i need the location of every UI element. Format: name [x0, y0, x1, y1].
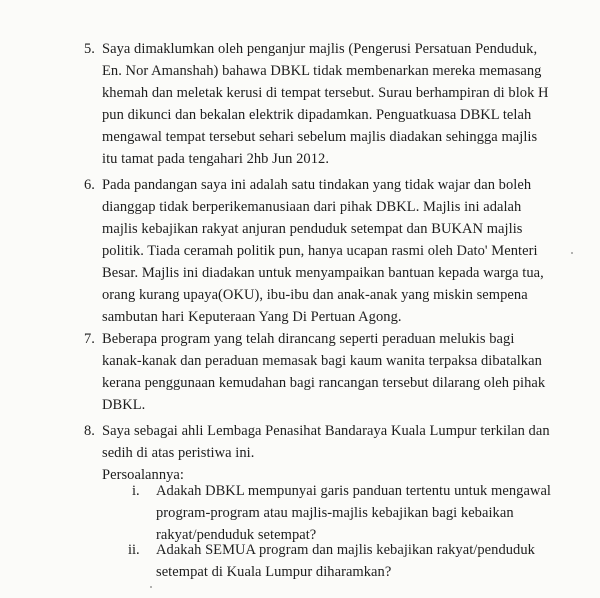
paragraph-line: DBKL. — [102, 397, 146, 413]
paragraph-line: Saya sebagai ahli Lembaga Penasihat Bandaraya Kuala Lumpur terkilan dan — [102, 423, 550, 439]
question-numeral: ii. — [128, 542, 140, 558]
paragraph-line: khemah dan meletak kerusi di tempat tersebut. Surau berhampiran di blok H — [102, 85, 549, 101]
question-line: program-program atau majlis-majlis kebajikan bagi kebaikan — [156, 505, 514, 521]
paragraph-line: itu tamat pada tengahari 2hb Jun 2012. — [102, 151, 329, 167]
paragraph-line: kanak-kanak dan peraduan memasak bagi kaum wanita terpaksa dibatalkan — [102, 353, 542, 369]
paragraph-7 — [84, 328, 572, 416]
question-ii — [156, 539, 576, 583]
paragraph-line: Pada pandangan saya ini adalah satu tindakan yang tidak wajar dan boleh — [102, 177, 532, 193]
paragraph-line: Saya dimaklumkan oleh penganjur majlis (Pengerusi Persatuan Penduduk, — [102, 41, 538, 57]
question-line: Adakah SEMUA program dan majlis kebajikan rakyat/penduduk — [156, 542, 535, 558]
paragraph-number: 5. — [84, 41, 95, 57]
paragraph-line: kerana penggunaan kemudahan bagi rancangan tersebut dilarang oleh pihak — [102, 375, 546, 391]
paragraph-line: Beberapa program yang telah dirancang seperti peraduan melukis bagi — [102, 331, 515, 347]
question-i — [156, 480, 576, 546]
paragraph-line: Persoalannya: — [102, 467, 184, 483]
paragraph-number: 7. — [84, 331, 95, 347]
paragraph-line: pun dikunci dan bekalan elektrik dipadamkan. Penguatkuasa DBKL telah — [102, 107, 532, 123]
question-line: Adakah DBKL mempunyai garis panduan tertentu untuk mengawal — [156, 483, 552, 499]
question-numeral: i. — [132, 483, 140, 499]
paragraph-line: dianggap tidak berperikemanusiaan dari pihak DBKL. Majlis ini adalah — [102, 199, 522, 215]
question-line: rakyat/penduduk setempat? — [156, 527, 317, 543]
paragraph-number: 8. — [84, 423, 95, 439]
paragraph-line: mengawal tempat tersebut sehari sebelum majlis diadakan sehingga majlis — [102, 129, 538, 145]
paragraph-line: Besar. Majlis ini diadakan untuk menyampaikan bantuan kepada warga tua, — [102, 265, 544, 281]
scan-speck — [571, 252, 573, 254]
scan-speck — [150, 586, 152, 588]
question-line: setempat di Kuala Lumpur diharamkan? — [156, 564, 392, 580]
paragraph-line: politik. Tiada ceramah politik pun, hanya ucapan rasmi oleh Dato' Menteri — [102, 243, 538, 259]
paragraph-6 — [84, 174, 572, 328]
paragraph-line: orang kurang upaya(OKU), ibu-ibu dan anak-anak yang miskin sempena — [102, 287, 528, 303]
paragraph-line: En. Nor Amanshah) bahawa DBKL tidak membenarkan mereka memasang — [102, 63, 542, 79]
paragraph-line: majlis kebajikan rakyat anjuran penduduk setempat dan BUKAN majlis — [102, 221, 523, 237]
paragraph-line: sedih di atas peristiwa ini. — [102, 445, 255, 461]
paragraph-line: sambutan hari Keputeraan Yang Di Pertuan Agong. — [102, 309, 402, 325]
paragraph-number: 6. — [84, 177, 95, 193]
paragraph-5 — [84, 38, 572, 170]
paragraph-8 — [84, 420, 572, 486]
